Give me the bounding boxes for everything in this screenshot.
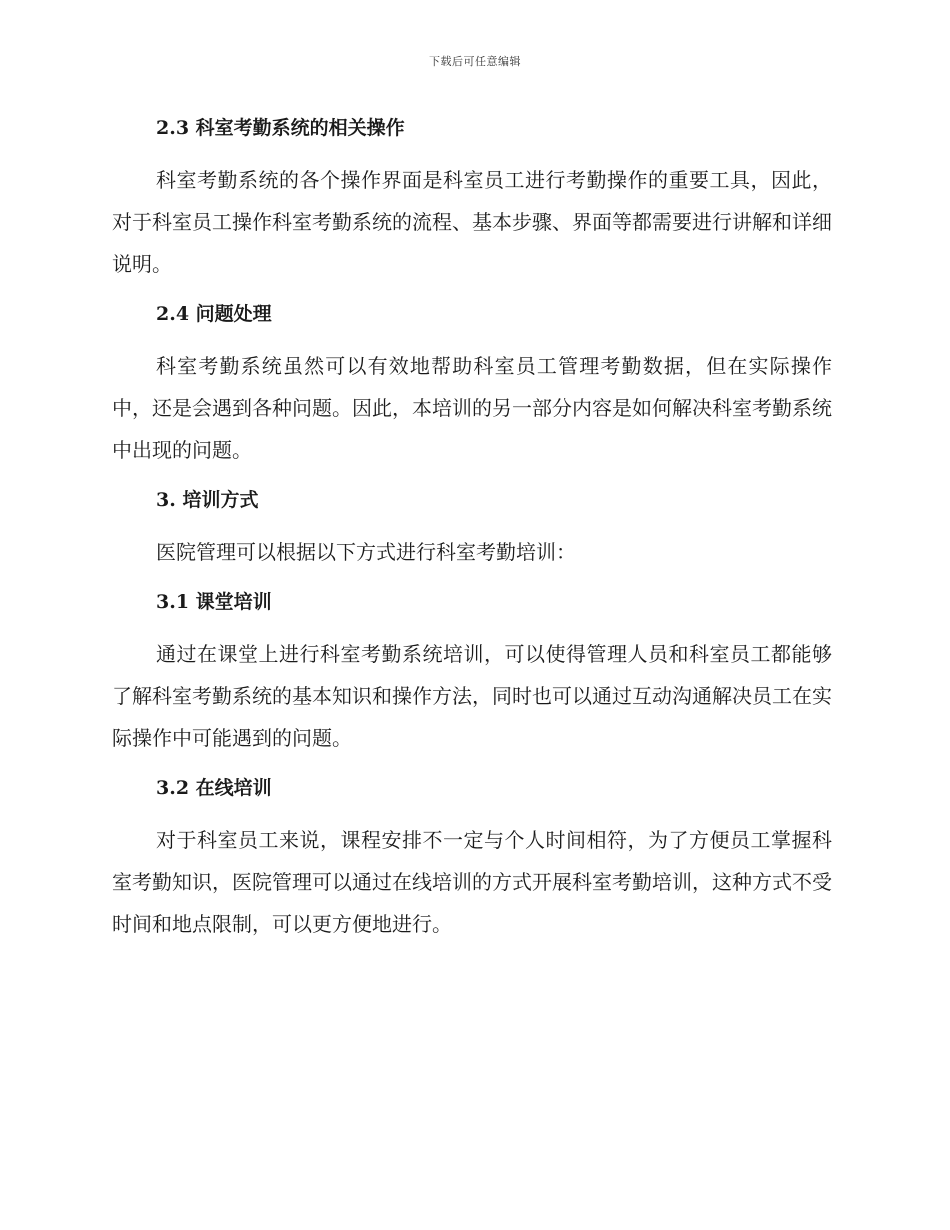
section-heading-3-2: 3.2 在线培训 (156, 777, 272, 799)
section-heading-3-1: 3.1 课堂培训 (156, 591, 272, 613)
section-paragraph-3-1: 通过在课堂上进行科室考勤系统培训，可以使得管理人员和科室员工都能够了解科室考勤系统的基本知识和操作方法，同时也可以通过互动沟通解决员工在实际操作中可能遇到的问题。 (112, 642, 832, 750)
document-body (112, 108, 832, 945)
section-paragraph-3-2: 对于科室员工来说，课程安排不一定与个人时间相符，为了方便员工掌握科室考勤知识，医院管理可以通过在线培训的方式开展科室考勤培训，这种方式不受时间和地点限制，可以更方便地进行。 (112, 828, 832, 936)
section-paragraph-2-3: 科室考勤系统的各个操作界面是科室员工进行考勤操作的重要工具，因此，对于科室员工操作科室考勤系统的流程、基本步骤、界面等都需要进行讲解和详细说明。 (112, 168, 832, 276)
section-heading-2-3: 2.3 科室考勤系统的相关操作 (156, 117, 405, 139)
section-paragraph-3: 医院管理可以根据以下方式进行科室考勤培训： (156, 540, 576, 564)
section-paragraph-2-4: 科室考勤系统虽然可以有效地帮助科室员工管理考勤数据，但在实际操作中，还是会遇到各种问题。因此，本培训的另一部分内容是如何解决科室考勤系统中出现的问题。 (112, 354, 832, 462)
header-note: 下载后可任意编辑 (429, 55, 521, 68)
section-heading-3: 3. 培训方式 (156, 489, 259, 511)
section-heading-2-4: 2.4 问题处理 (156, 303, 272, 325)
